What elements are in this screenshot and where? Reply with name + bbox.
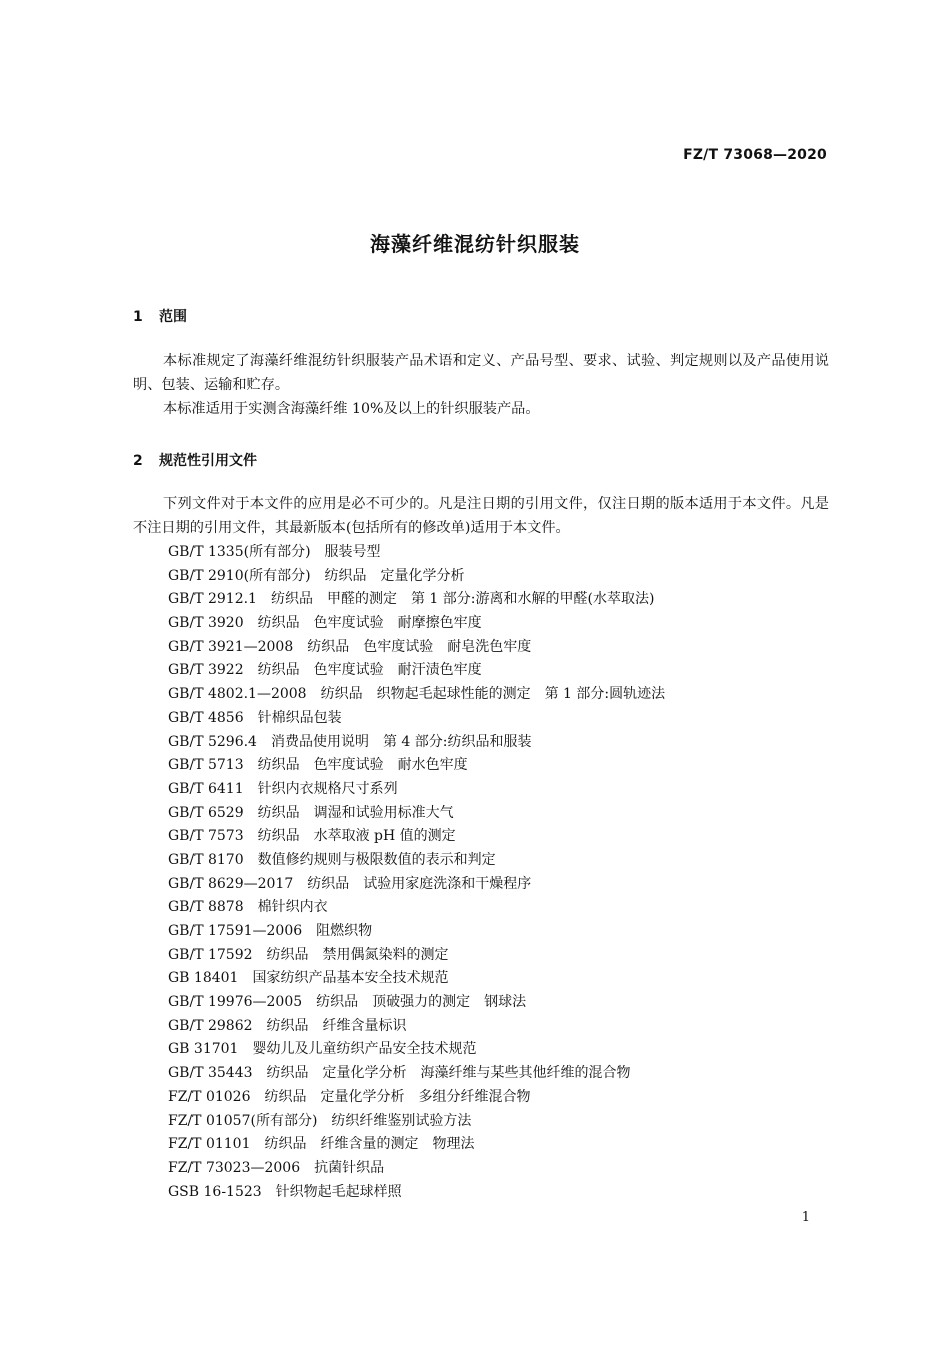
reference-item: GB/T 5296.4 消费品使用说明 第 4 部分:纺织品和服装 [168,733,532,750]
reference-item: GB/T 2912.1 纺织品 甲醛的测定 第 1 部分:游离和水解的甲醛(水萃取法) [168,591,655,608]
reference-item: GB/T 4856 针棉织品包装 [168,709,342,726]
reference-item: GB/T 8878 棉针织内衣 [168,899,328,916]
reference-item: GB/T 19976—2005 纺织品 顶破强力的测定 钢球法 [168,994,527,1011]
reference-item: FZ/T 01101 纺织品 纤维含量的测定 物理法 [168,1136,475,1153]
reference-item: GB 18401 国家纺织产品基本安全技术规范 [168,970,449,987]
section-2-heading [133,450,257,470]
page-number: 1 [801,1210,810,1225]
reference-list [168,541,665,1204]
reference-item: GB/T 1335(所有部分) 服装号型 [168,544,381,560]
reference-item: GB/T 2910(所有部分) 纺织品 定量化学分析 [168,567,465,584]
reference-item: GB/T 17591—2006 阻燃织物 [168,923,373,939]
section-1-heading [133,306,187,326]
section-2-title: 规范性引用文件 [159,453,257,469]
reference-item: GB/T 35443 纺织品 定量化学分析 海藻纤维与某些其他纤维的混合物 [168,1065,631,1082]
reference-item: GB/T 7573 纺织品 水萃取液 pH 值的测定 [168,828,456,845]
reference-item: GB/T 29862 纺织品 纤维含量标识 [168,1017,407,1034]
reference-item: GB/T 8629—2017 纺织品 试验用家庭洗涤和干燥程序 [168,875,532,892]
reference-item: GSB 16-1523 针织物起毛起球样照 [168,1183,402,1200]
reference-item: GB 31701 婴幼儿及儿童纺织产品安全技术规范 [168,1041,477,1058]
reference-item: GB/T 3922 纺织品 色牢度试验 耐汗渍色牢度 [168,662,482,679]
reference-item: GB/T 5713 纺织品 色牢度试验 耐水色牢度 [168,757,468,774]
reference-item: GB/T 8170 数值修约规则与极限数值的表示和判定 [168,851,496,868]
scope-paragraph-2: 本标准适用于实测含海藻纤维 10%及以上的针织服装产品。 [163,401,540,417]
reference-item: FZ/T 01026 纺织品 定量化学分析 多组分纤维混合物 [168,1088,531,1105]
reference-item: GB/T 4802.1—2008 纺织品 织物起毛起球性能的测定 第 1 部分:圆轨迹法 [168,686,666,703]
reference-item: FZ/T 01057(所有部分) 纺织纤维鉴别试验方法 [168,1112,472,1129]
reference-item: FZ/T 73023—2006 抗菌针织品 [168,1159,385,1176]
section-2-number: 2 [133,453,143,469]
reference-item: GB/T 17592 纺织品 禁用偶氮染料的测定 [168,946,449,963]
reference-item: GB/T 3921—2008 纺织品 色牢度试验 耐皂洗色牢度 [168,638,532,655]
section-1-number: 1 [133,309,143,325]
section-1-title: 范围 [159,309,187,325]
reference-item: GB/T 3920 纺织品 色牢度试验 耐摩擦色牢度 [168,615,482,632]
document-title: 海藻纤维混纺针织服装 [370,232,580,256]
normative-references-intro: 下列文件对于本文件的应用是必不可少的。凡是注日期的引用文件，仅注日期的版本适用于本文件。凡是不注日期的引用文件，其最新版本(包括所有的修改单)适用于本文件。 [133,496,829,536]
scope-paragraph-1: 本标准规定了海藻纤维混纺针织服装产品术语和定义、产品号型、要求、试验、判定规则以及产品使用说明、包装、运输和贮存。 [133,353,829,393]
reference-item: GB/T 6529 纺织品 调湿和试验用标准大气 [168,804,454,821]
reference-item: GB/T 6411 针织内衣规格尺寸系列 [168,780,398,797]
standard-number: FZ/T 73068—2020 [683,147,827,163]
